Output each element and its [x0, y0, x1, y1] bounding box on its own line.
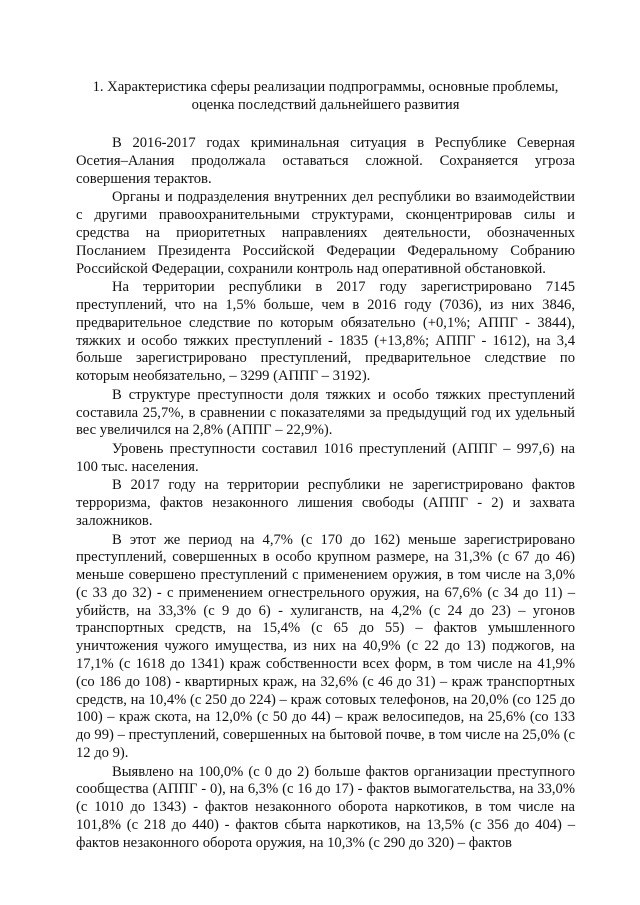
section-heading	[76, 79, 575, 114]
paragraph-decrease-statistics: В этот же период на 4,7% (с 170 до 162) меньше зарегистрировано преступлений, совершенных в особо крупном размере, на 31,3% (с 67 до 46) меньше совершено преступлений с применением оружия, в том числе на 3,0% (с 33 до 32) - с применением огнестрельного оружия, на 67,6% (с 34 до 11) – убийств, на 33,3% (с 9 до 6) - хулиганств, на 4,2% (с 24 до 23) – угонов транспортных средств, на 15,4% (с 65 до 55) – фактов умышленного уничтожения чужого имущества, из них на 40,9% (с 22 до 13) поджогов, на 17,1% (с 1618 до 1341) краж собственности всех форм, в том числе на 41,9% (со 186 до 108) - квартирных краж, на 32,6% (с 46 до 31) – краж транспортных средств, на 10,4% (с 250 до 224) – краж сотовых телефонов, на 20,0% (со 125 до 100) – краж скота, на 12,0% (с 50 до 44) – краж велосипедов, на 25,6% (со 133 до 99) – преступлений, совершенных на бытовой почве, в том числе на 25,0% (с 12 до 9).	[76, 531, 575, 762]
paragraph-crime-structure: В структуре преступности доля тяжких и особо тяжких преступлений составила 25,7%, в сравнении с показателями за предыдущий год их удельный вес увеличился на 2,8% (АППГ – 22,9%).	[76, 386, 575, 439]
section-heading-line-1: 1. Характеристика сферы реализации подпрограммы, основные проблемы,	[92, 79, 559, 95]
paragraph-criminal-situation: В 2016-2017 годах криминальная ситуация в Республике Северная Осетия–Алания продолжала оставаться сложной. Сохраняется угроза совершения терактов.	[76, 135, 575, 187]
paragraph-detected-facts: Выявлено на 100,0% (с 0 до 2) больше фактов организации преступного сообщества (АППГ - 0), на 6,3% (с 16 до 17) - фактов вымогательства, на 33,0% (с 1010 до 1343) - фактов незаконного оборота наркотиков, в том числе на 101,8% (с 218 до 440) - фактов сбыта наркотиков, на 13,5% (с 356 до 404) – фактов незаконного оборота оружия, на 10,3% (с 290 до 320) – фактов	[76, 763, 575, 851]
paragraph-crime-level: Уровень преступности составил 1016 преступлений (АППГ – 997,6) на 100 тыс. населения.	[76, 440, 575, 475]
paragraph-law-enforcement-cooperation: Органы и подразделения внутренних дел республики во взаимодействии с другими правоохранительными структурами, сконцентрировав силы и средства на приоритетных направлениях деятельности, обозначенных Посланием Президента Российской Федерации Федеральному Собранию Российской Федерации, сохранили контроль над оперативной обстановкой.	[76, 189, 575, 277]
paragraph-registered-crimes: На территории республики в 2017 году зарегистрировано 7145 преступлений, что на 1,5% больше, чем в 2016 году (7036), из них 3846, предварительное следствие по которым обязательно (+0,1%; АППГ - 3844), тяжких и особо тяжких преступлений - 1835 (+13,8%; АППГ - 1612), на 3,4 больше зарегистрировано преступлений, предварительное следствие по которым необязательно, – 3299 (АППГ – 3192).	[76, 279, 575, 385]
section-heading-line-2: оценка последствий дальнейшего развития	[191, 96, 460, 113]
paragraph-terrorism: В 2017 году на территории республики не зарегистрировано фактов терроризма, фактов незаконного лишения свободы (АППГ - 2) и захвата заложников.	[76, 477, 575, 529]
